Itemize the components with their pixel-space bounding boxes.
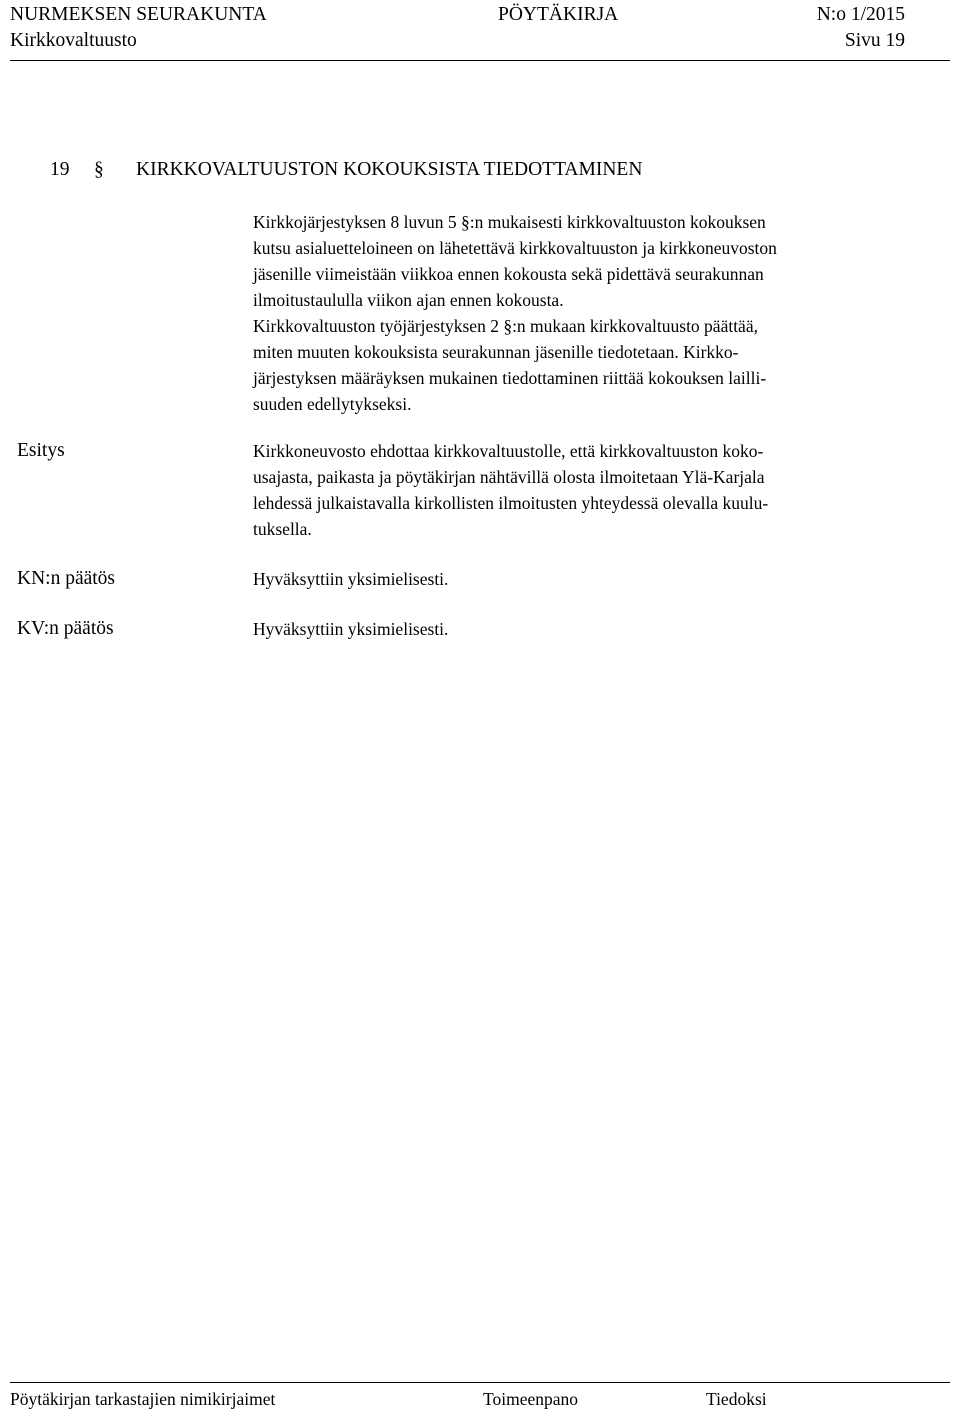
proposal-line: Kirkkoneuvosto ehdottaa kirkkovaltuustolle, että kirkkovaltuuston koko-: [253, 441, 764, 461]
kv-decision-label: KV:n päätös: [17, 618, 114, 639]
proposal-paragraph: [253, 438, 913, 542]
intro-line: Kirkkojärjestyksen 8 luvun 5 §:n mukaisesti kirkkovaltuuston kokouksen: [253, 212, 766, 232]
governing-body: Kirkkovaltuusto: [10, 30, 137, 51]
kn-decision-text: [253, 566, 913, 592]
kv-decision-text: [253, 616, 913, 642]
footer-divider: [10, 1382, 950, 1383]
intro-paragraph: [253, 209, 913, 417]
intro-line: kutsu asialuetteloineen on lähetettävä kirkkovaltuuston ja kirkkoneuvoston: [253, 238, 777, 258]
footer-initials-label: Pöytäkirjan tarkastajien nimikirjaimet: [10, 1389, 276, 1409]
intro-line: Kirkkovaltuuston työjärjestyksen 2 §:n mukaan kirkkovaltuusto päättää,: [253, 316, 758, 336]
intro-line: suuden edellytykseksi.: [253, 394, 412, 414]
footer-enforcement-label: Toimeenpano: [483, 1389, 578, 1409]
section-title: KIRKKOVALTUUSTON KOKOUKSISTA TIEDOTTAMINEN: [136, 159, 643, 180]
kv-decision-line: Hyväksyttiin yksimielisesti.: [253, 619, 449, 639]
intro-line: jäsenille viimeistään viikkoa ennen kokousta sekä pidettävä seurakunnan: [253, 264, 764, 284]
proposal-line: lehdessä julkaistavalla kirkollisten ilmoitusten yhteydessä olevalla kuulu-: [253, 493, 769, 513]
document-type: PÖYTÄKIRJA: [498, 4, 619, 25]
section-symbol: §: [94, 159, 104, 180]
footer-notices-label: Tiedoksi: [706, 1389, 767, 1409]
header-row-1: [10, 3, 905, 27]
organization-name: NURMEKSEN SEURAKUNTA: [10, 4, 267, 25]
intro-line: järjestyksen määräyksen mukainen tiedottaminen riittää kokouksen lailli-: [253, 368, 767, 388]
proposal-label: Esitys: [17, 440, 65, 461]
header-divider: [10, 60, 950, 61]
kn-decision-label: KN:n päätös: [17, 568, 116, 589]
section-number: 19: [50, 159, 70, 180]
proposal-line: tuksella.: [253, 519, 312, 539]
intro-line: miten muuten kokouksista seurakunnan jäsenille tiedotetaan. Kirkko-: [253, 342, 739, 362]
header-row-2: [10, 29, 905, 53]
page-number: Sivu 19: [844, 30, 905, 51]
kn-decision-line: Hyväksyttiin yksimielisesti.: [253, 569, 449, 589]
intro-line: ilmoitustaululla viikon ajan ennen kokousta.: [253, 290, 564, 310]
proposal-line: usajasta, paikasta ja pöytäkirjan nähtävillä olosta ilmoitetaan Ylä-Karjala: [253, 467, 765, 487]
document-number: N:o 1/2015: [816, 4, 905, 25]
